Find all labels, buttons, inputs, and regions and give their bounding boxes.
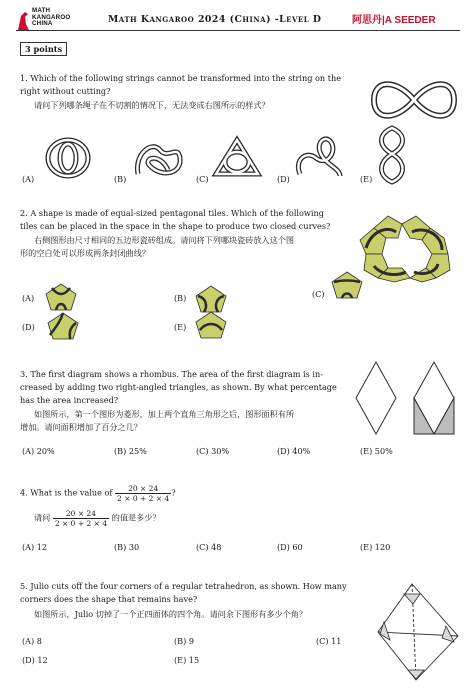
q2-option-a[interactable]: (A) [22,293,35,303]
q5-option-b[interactable]: (B) 9 [174,636,194,646]
option-c-figure [212,136,262,180]
q3-option-d[interactable]: (D) 40% [277,446,311,456]
q2-option-b[interactable]: (B) [174,293,187,303]
logo-line-china: CHINA [32,20,53,28]
option-b-figure [132,136,184,180]
q5-option-d[interactable]: (D) 12 [22,655,48,665]
q1-option-c[interactable]: (C) [196,174,209,184]
q3-option-a[interactable]: (A) 20% [22,446,55,456]
q1-option-d[interactable]: (D) [277,174,290,184]
option-a-figure [44,136,92,180]
question-1-chinese: 请问下列哪条绳子在不切割的情况下，无法变成右图所示的样式？ [34,100,270,110]
question-1-text: 1. Which of the following strings cannot be transformed into the string on the right without cutting? [20,73,342,97]
logo-line-math: MATH [32,7,51,14]
question-4-text: 4. What is the value of $\frac{20 \times 24}{2 \times 0 + 2 \times 4}$ ? [20,484,176,503]
question-5-chinese: 如图所示，Julio 切掉了一个正四面体的四个角。请问余下图形有多少个角？ [34,609,308,619]
tile-option-e [194,310,228,340]
q5-option-a[interactable]: (A) 8 [22,636,42,646]
section-label: 3 points [20,42,67,56]
option-e-figure [374,124,410,186]
q4-fraction: $\frac{20 \times 24}{2 \times 0 + 2 \times 4}$ [117,484,170,503]
q4-option-e[interactable]: (E) 120 [360,542,391,552]
question-3-chinese: 如图所示，第一个图形为菱形，加上两个直角三角形之后，图形面积有所 增加。请问面积增加了百分之几？ [20,409,295,433]
target-string-figure [368,70,460,130]
header-divider [16,30,460,31]
q3-option-e[interactable]: (E) 50% [360,446,393,456]
logo-line-kangaroo: KANGAROO [32,13,71,21]
pentagon-tiling-figure [352,210,460,284]
question-5-text: 5. Julio cuts off the four corners of a regular tetrahedron, as shown. How many corners does the shape that remains have? [20,581,347,605]
q1-option-a[interactable]: (A) [22,174,35,184]
q3-option-b[interactable]: (B) 25% [114,446,147,456]
tile-option-d [46,311,80,341]
q4-fraction-cn: $\frac{20 \times 24}{2 \times 0 + 2 \times 4}$ [54,509,108,528]
q4-option-a[interactable]: (A) 12 [22,542,48,552]
page-title: Math Kangaroo 2024 (China) -Level D [108,14,322,25]
truncated-tetrahedron-figure [372,582,464,684]
q5-option-e[interactable]: (E) 15 [174,655,200,665]
q1-option-b[interactable]: (B) [114,174,127,184]
q2-option-e[interactable]: (E) [174,322,187,332]
q4-option-d[interactable]: (D) 60 [277,542,303,552]
q4-option-c[interactable]: (C) 48 [196,542,222,552]
logo-text [32,8,70,28]
q1-option-e[interactable]: (E) [360,174,373,184]
q4-option-b[interactable]: (B) 30 [114,542,140,552]
q3-option-c[interactable]: (C) 30% [196,446,230,456]
q2-option-d[interactable]: (D) [22,322,35,332]
question-3-text: 3. The first diagram shows a rhombus. The area of the first diagram is in- creased by adding two right-angled triangles, as shown. By what percentage has the area increased? [20,369,337,406]
rhombus-figures [354,360,464,440]
tile-option-c [330,270,364,300]
brand-logo: 阿思丹|A SEEDER [352,15,436,26]
question-4-chinese: 请问 $\frac{20 \times 24}{2 \times 0 + 2 \times 4}$ 的值是多少？ [34,509,161,528]
tile-option-a [44,282,78,312]
option-d-figure [292,132,346,182]
q2-option-c[interactable]: (C) [312,289,325,299]
question-2-text: 2. A shape is made of equal-sized pentagonal tiles. Which of the following tiles can be placed in the space in the shape to produce two closed curves? [20,208,331,232]
q5-option-c[interactable]: (C) 11 [316,636,342,646]
kangaroo-icon [16,8,30,32]
question-2-chinese: 右侧图形由尺寸相同的五边形瓷砖组成。请问将下列哪块瓷砖放入这个图 形的空白处可以形成两条封闭曲线？ [20,235,295,259]
